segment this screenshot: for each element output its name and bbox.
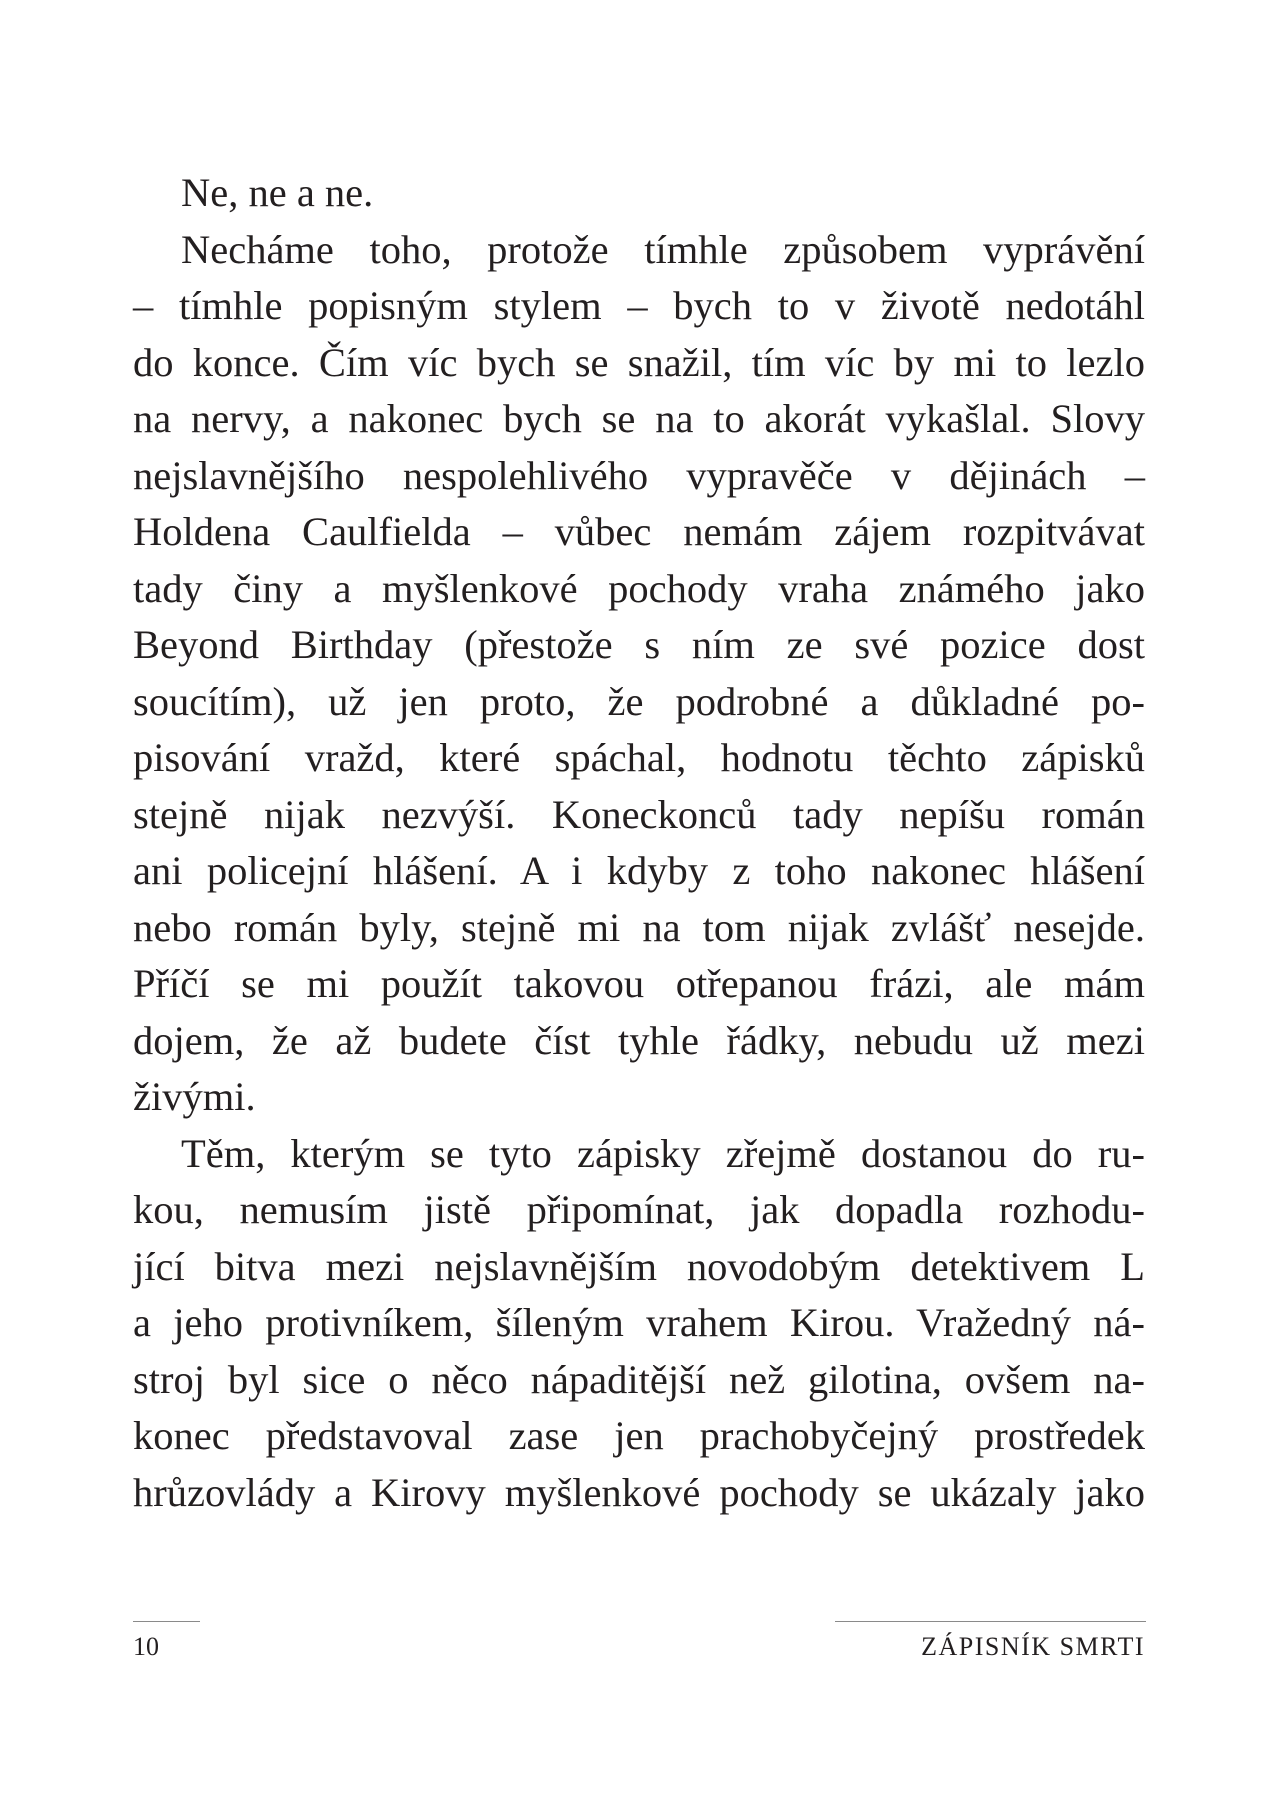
text-line: nebo román byly, stejně mi na tom nijak zvlášť nesejde. <box>133 904 1145 950</box>
text-line: stroj byl sice o něco nápaditější než gilotina, ovšem na- <box>133 1356 1145 1402</box>
text-line: Příčí se mi použít takovou otřepanou frázi, ale mám <box>133 961 1145 1006</box>
footer-rule-left <box>133 1621 200 1622</box>
text-line: – tímhle popisným stylem – bych to v životě nedotáhl <box>133 283 1145 328</box>
page-number: 10 <box>133 1632 159 1661</box>
text-line: pisování vražd, které spáchal, hodnotu těchto zápisků <box>133 735 1145 780</box>
text-line: živými. <box>133 1074 256 1119</box>
text-line: tady činy a myšlenkové pochody vraha známého jako <box>133 565 1145 611</box>
text-line: Necháme toho, protože tímhle způsobem vyprávění <box>181 226 1145 272</box>
text-line: jící bitva mezi nejslavnějším novodobým detektivem L <box>133 1243 1145 1289</box>
text-line: na nervy, a nakonec bych se na to akorát vykašlal. Slovy <box>133 396 1145 441</box>
running-title: ZÁPISNÍK SMRTI <box>921 1632 1145 1661</box>
text-line: nejslavnějšího nespolehlivého vypravěče v dějinách – <box>133 452 1145 498</box>
text-line: soucítím), už jen proto, že podrobné a důkladné po- <box>133 678 1145 724</box>
footer-rule-right <box>835 1621 1146 1622</box>
text-line: Těm, kterým se tyto zápisky zřejmě dostanou do ru- <box>181 1130 1145 1176</box>
text-line: konec představoval zase jen prachobyčejný prostředek <box>133 1413 1145 1458</box>
text-line: Ne, ne a ne. <box>181 170 374 215</box>
text-line: Holdena Caulfielda – vůbec nemám zájem rozpitvávat <box>133 509 1145 554</box>
text-line: do konce. Čím víc bych se snažil, tím víc by mi to lezlo <box>133 339 1145 385</box>
text-line: dojem, že až budete číst tyhle řádky, nebudu už mezi <box>133 1017 1145 1063</box>
text-line: hrůzovlády a Kirovy myšlenkové pochody se ukázaly jako <box>133 1469 1145 1515</box>
text-line: kou, nemusím jistě připomínat, jak dopadla rozhodu- <box>133 1187 1145 1232</box>
text-line: ani policejní hlášení. A i kdyby z toho nakonec hlášení <box>133 848 1145 893</box>
body-text <box>133 165 1145 1521</box>
text-line: Beyond Birthday (přestože s ním ze své pozice dost <box>133 622 1145 667</box>
text-line: a jeho protivníkem, šíleným vrahem Kirou. Vražedný ná- <box>133 1300 1145 1345</box>
text-line: stejně nijak nezvýší. Koneckonců tady nepíšu román <box>133 791 1145 837</box>
